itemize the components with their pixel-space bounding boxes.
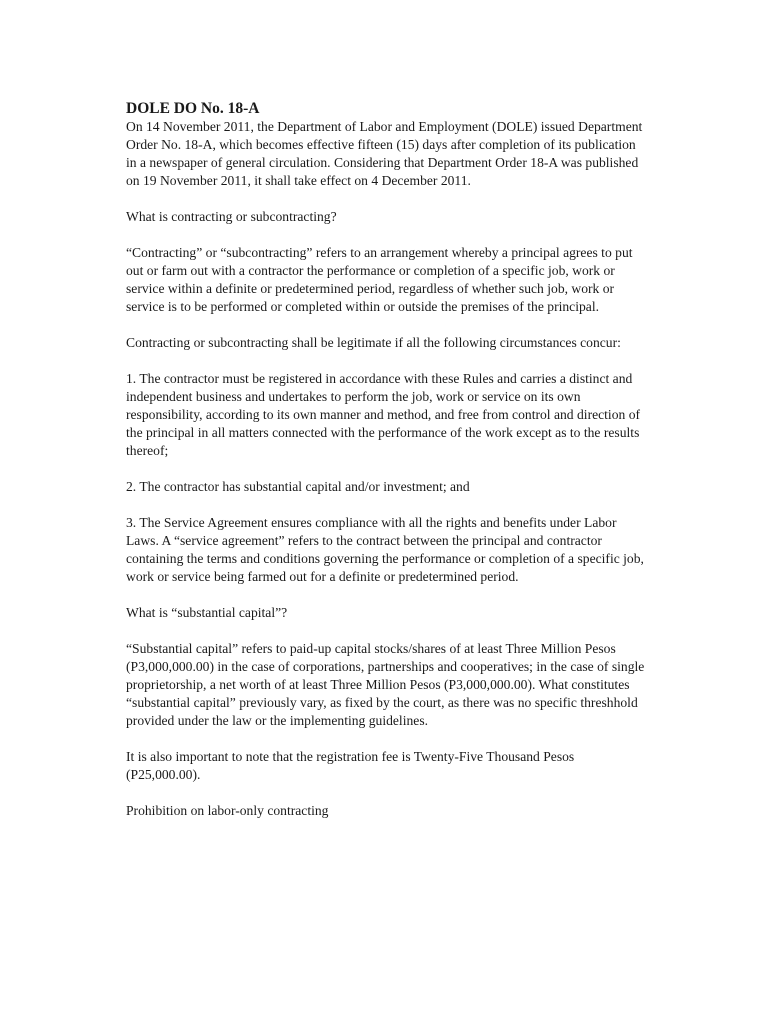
question-substantial-capital: What is “substantial capital”? bbox=[126, 605, 288, 620]
definition-contracting: “Contracting” or “subcontracting” refers to an arrangement whereby a principal agrees to put out or farm out with a contractor the performance or completion of a specific job, work or service within a definite or predetermined period, regardless of whether such job, work or service is to be performed or completed within or outside the premises of the principal. bbox=[126, 245, 633, 314]
condition-3: 3. The Service Agreement ensures compliance with all the rights and benefits under Labor Laws. A “service agreement” refers to the contract between the principal and contractor containing the terms and conditions governing the performance or completion of a specific job, work or service being farmed out for a definite or predetermined period. bbox=[126, 515, 644, 584]
condition-1: 1. The contractor must be registered in accordance with these Rules and carries a distinct and independent business and undertakes to perform the job, work or service on its own responsibility, according to its own manner and method, and free from control and direction of the principal in all matters connected with the performance of the work except as to the results thereof; bbox=[126, 371, 641, 458]
document-title: DOLE DO No. 18-A bbox=[126, 100, 260, 117]
definition-substantial-capital: “Substantial capital” refers to paid-up capital stocks/shares of at least Three Million Pesos (P3,000,000.00) in the case of corporations, partnerships and cooperatives; in the case of single proprietorship, a net worth of at least Three Million Pesos (P3,000,000.00). What constitutes “substantial capital” previously vary, as fixed by the court, as there was no specific threshhold provided under the law or the implementing guidelines. bbox=[126, 641, 645, 728]
intro-paragraph: On 14 November 2011, the Department of Labor and Employment (DOLE) issued Department Order No. 18-A, which becomes effective fifteen (15) days after completion of its publication in a newspaper of general circulation. Considering that Department Order 18-A was published on 19 November 2011, it shall take effect on 4 December 2011. bbox=[126, 119, 643, 188]
legitimacy-conditions-intro: Contracting or subcontracting shall be legitimate if all the following circumstances concur: bbox=[126, 335, 621, 350]
document-body bbox=[126, 99, 646, 838]
section-heading-prohibition: Prohibition on labor-only contracting bbox=[126, 803, 329, 818]
condition-2: 2. The contractor has substantial capital and/or investment; and bbox=[126, 479, 470, 494]
registration-fee-note: It is also important to note that the registration fee is Twenty-Five Thousand Pesos (P25,000.00). bbox=[126, 749, 575, 782]
question-contracting: What is contracting or subcontracting? bbox=[126, 209, 337, 224]
